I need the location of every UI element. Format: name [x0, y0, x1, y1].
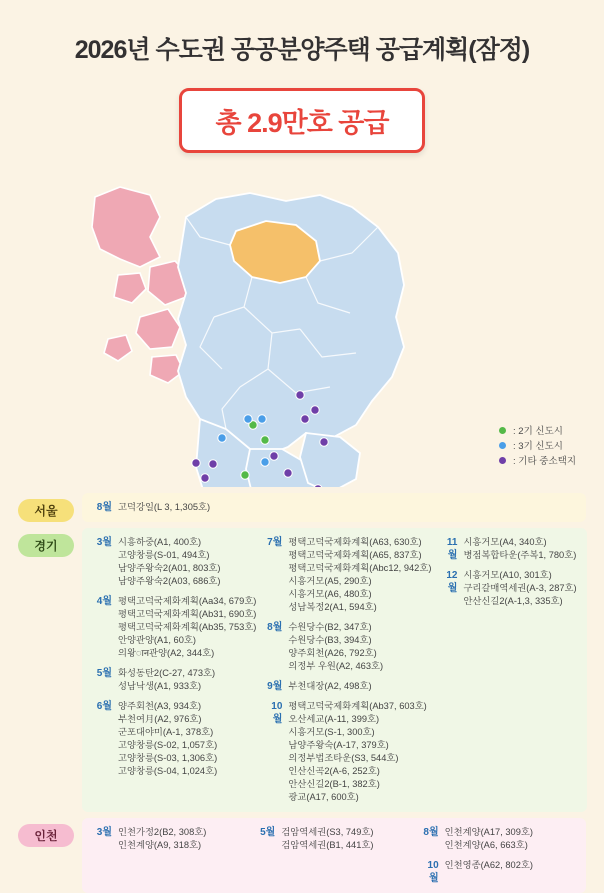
month-label: 5월 — [260, 827, 276, 838]
month-label: 11월 — [446, 537, 458, 561]
legend-dot-green-icon — [499, 427, 506, 434]
items-list — [281, 826, 412, 852]
items-list — [463, 536, 576, 562]
list-item: 병점복합타운(주복1, 780호) — [463, 550, 577, 560]
list-item: 평택고덕국제화계획(Ab31, 690호) — [118, 609, 257, 619]
list-item: 시흥거모(A6, 480호) — [288, 589, 372, 599]
month-label: 10월 — [271, 701, 283, 725]
map-area — [0, 157, 604, 487]
gyeonggi-entry-1-1 — [262, 621, 431, 673]
items-list — [118, 536, 256, 588]
list-item: 군포대야미(A-1, 378호) — [118, 727, 214, 737]
list-item: 고양창릉(S-02, 1,057호) — [118, 740, 218, 750]
list-item: 인천영종(A62, 802호) — [444, 860, 533, 870]
list-item: 시흥하중(A1, 400호) — [118, 537, 202, 547]
region-body-seoul — [82, 493, 586, 522]
seoul-entry-0-items — [118, 501, 576, 514]
items-list — [118, 826, 249, 852]
list-item: 인천계양(A6, 663호) — [444, 840, 528, 850]
list-item: 양주회천(A3, 934호) — [118, 701, 202, 711]
month-label: 8월 — [423, 827, 439, 838]
items-list — [445, 826, 576, 852]
items-list — [463, 569, 576, 608]
list-item: 안산신길2(B-1, 382호) — [288, 779, 380, 789]
region-tag-seoul: 서울 — [18, 499, 74, 522]
month-label: 4월 — [96, 596, 112, 607]
list-item: 시흥거모(A10, 301호) — [463, 570, 552, 580]
items-list — [288, 700, 431, 804]
items-list — [288, 621, 431, 673]
month-label: 7월 — [267, 537, 283, 548]
list-item: 평택고덕국제화계획(Ab35, 753호) — [118, 622, 257, 632]
list-item: 성남복정2(A1, 594호) — [288, 602, 377, 612]
legend-dot-purple-icon — [499, 457, 506, 464]
list-item: 남양주왕숙(A-17, 379호) — [288, 740, 389, 750]
legend-item-0 — [499, 424, 576, 439]
gyeonggi-col-1 — [262, 536, 431, 804]
incheon-entry-1-0 — [255, 826, 412, 852]
month-label: 6월 — [96, 701, 112, 712]
list-item: 안양관양(A1, 60호) — [118, 635, 196, 645]
list-item: 의정부 우원(A2, 463호) — [288, 661, 384, 671]
month-label: 10월 — [427, 860, 439, 884]
items-list — [445, 859, 576, 885]
page-title: 2026년 수도권 공공분양주택 공급계획(잠정) — [74, 36, 530, 64]
list-item: 검암역세권(B1, 441호) — [281, 840, 374, 850]
incheon-col-1 — [255, 826, 412, 885]
month-label: 9월 — [267, 681, 283, 692]
region-body-gyeonggi — [82, 528, 587, 812]
list-item: 고양창릉(S-01, 494호) — [118, 550, 210, 560]
incheon-entry-2-1 — [419, 859, 576, 885]
list-item: 부천여月(A2, 976호) — [118, 714, 202, 724]
list-item: 시흥거모(A4, 340호) — [463, 537, 547, 547]
month-label: 3월 — [96, 537, 112, 548]
legend-label-2: : 기타 중소택지 — [513, 456, 576, 467]
list-item: 남양주왕숙2(A03, 686호) — [118, 576, 221, 586]
list-item: 오산세교(A-11, 399호) — [288, 714, 380, 724]
month-label: 5월 — [96, 668, 112, 679]
map-region-incheon-city — [136, 309, 180, 349]
items-list — [288, 680, 431, 693]
gyeonggi-entry-0-2 — [92, 667, 256, 693]
list-item: 고덕강일(L 3, 1,305호) — [118, 502, 211, 512]
region-seoul — [0, 493, 604, 522]
list-item: 검암역세권(S3, 749호) — [281, 827, 374, 837]
list-item: 평택고덕국제화계획(Aa34, 679호) — [118, 596, 257, 606]
seoul-entry-0 — [92, 501, 576, 514]
gyeonggi-entry-1-2 — [262, 680, 431, 693]
list-item: 화성동탄2(C-27, 473호) — [118, 668, 216, 678]
list-item: 의왕ान관양(A2, 344호) — [118, 648, 215, 658]
incheon-entry-2-0 — [419, 826, 576, 852]
list-item: 광교(A17, 600호) — [288, 792, 359, 802]
map-region-island-small — [114, 273, 146, 303]
map-region-incheon-island — [92, 187, 160, 267]
month-label: 3월 — [96, 827, 112, 838]
list-item: 인산신곡2(A-6, 252호) — [288, 766, 380, 776]
list-item: 안산신길2(A-1,3, 335호) — [463, 596, 563, 606]
gyeonggi-entry-0-3 — [92, 700, 256, 778]
map-legend — [499, 424, 576, 469]
supply-badge: 총 2.9만호 공급 — [179, 88, 426, 153]
list-item: 수원당수(B2, 347호) — [288, 622, 372, 632]
legend-item-1 — [499, 439, 576, 454]
list-item: 인천계양(A9, 318호) — [118, 840, 202, 850]
supply-badge-wrap — [0, 88, 604, 153]
legend-label-1: : 3기 신도시 — [513, 441, 563, 452]
items-list — [118, 595, 256, 660]
list-item: 평택고덕국제화계획(Ab37, 603호) — [288, 701, 427, 711]
list-item: 부천대장(A2, 498호) — [288, 681, 372, 691]
seoul-col-0 — [92, 501, 576, 514]
legend-label-0: : 2기 신도시 — [513, 426, 563, 437]
map-region-gyeonggi-southeast — [300, 433, 360, 487]
month-label: 12월 — [446, 570, 458, 594]
items-list — [288, 536, 431, 614]
map-region-island-west — [104, 335, 132, 361]
list-item: 남양주왕숙2(A01, 803호) — [118, 563, 221, 573]
incheon-col-0 — [92, 826, 249, 885]
list-item: 평택고덕국제화계획(Abc12, 942호) — [288, 563, 432, 573]
seoul-entry-0-month: 8월 — [96, 502, 112, 513]
list-item: 평택고덕국제화계획(A65, 837호) — [288, 550, 422, 560]
gyeonggi-col-2 — [437, 536, 576, 804]
items-list — [118, 667, 256, 693]
region-tag-gyeonggi: 경기 — [18, 534, 74, 557]
gyeonggi-entry-2-0 — [437, 536, 576, 562]
list-item: 시흥거모(S-1, 300호) — [288, 727, 375, 737]
gyeonggi-entry-1-0 — [262, 536, 431, 614]
month-label: 8월 — [267, 622, 283, 633]
list-item: 의정부법조타운(S3, 544호) — [288, 753, 399, 763]
list-item: 성남낙생(A1, 933호) — [118, 681, 202, 691]
items-list — [118, 700, 256, 778]
legend-dot-blue-icon — [499, 442, 506, 449]
list-item: 구리갈매역세권(A-3, 287호) — [463, 583, 577, 593]
list-item: 인천계양(A17, 309호) — [444, 827, 533, 837]
gyeonggi-entry-2-1 — [437, 569, 576, 608]
region-body-incheon — [82, 818, 586, 893]
legend-item-2 — [499, 454, 576, 469]
list-item: 평택고덕국제화계획(A63, 630호) — [288, 537, 422, 547]
gyeonggi-entry-0-0 — [92, 536, 256, 588]
gyeonggi-entry-1-3 — [262, 700, 431, 804]
list-item: 인천가정2(B2, 308호) — [118, 827, 207, 837]
list-item: 수원당수(B3, 394호) — [288, 635, 372, 645]
region-tag-incheon: 인천 — [18, 824, 74, 847]
region-gyeonggi — [0, 528, 604, 812]
incheon-entry-0-0 — [92, 826, 249, 852]
list-item: 시흥거모(A5, 290호) — [288, 576, 372, 586]
gyeonggi-entry-0-1 — [92, 595, 256, 660]
incheon-col-2 — [419, 826, 576, 885]
region-incheon — [0, 818, 604, 893]
gyeonggi-col-0 — [92, 536, 256, 804]
list-item: 고양창릉(S-04, 1,024호) — [118, 766, 218, 776]
list-item: 양주회천(A26, 792호) — [288, 648, 377, 658]
list-item: 고양창릉(S-03, 1,306호) — [118, 753, 218, 763]
